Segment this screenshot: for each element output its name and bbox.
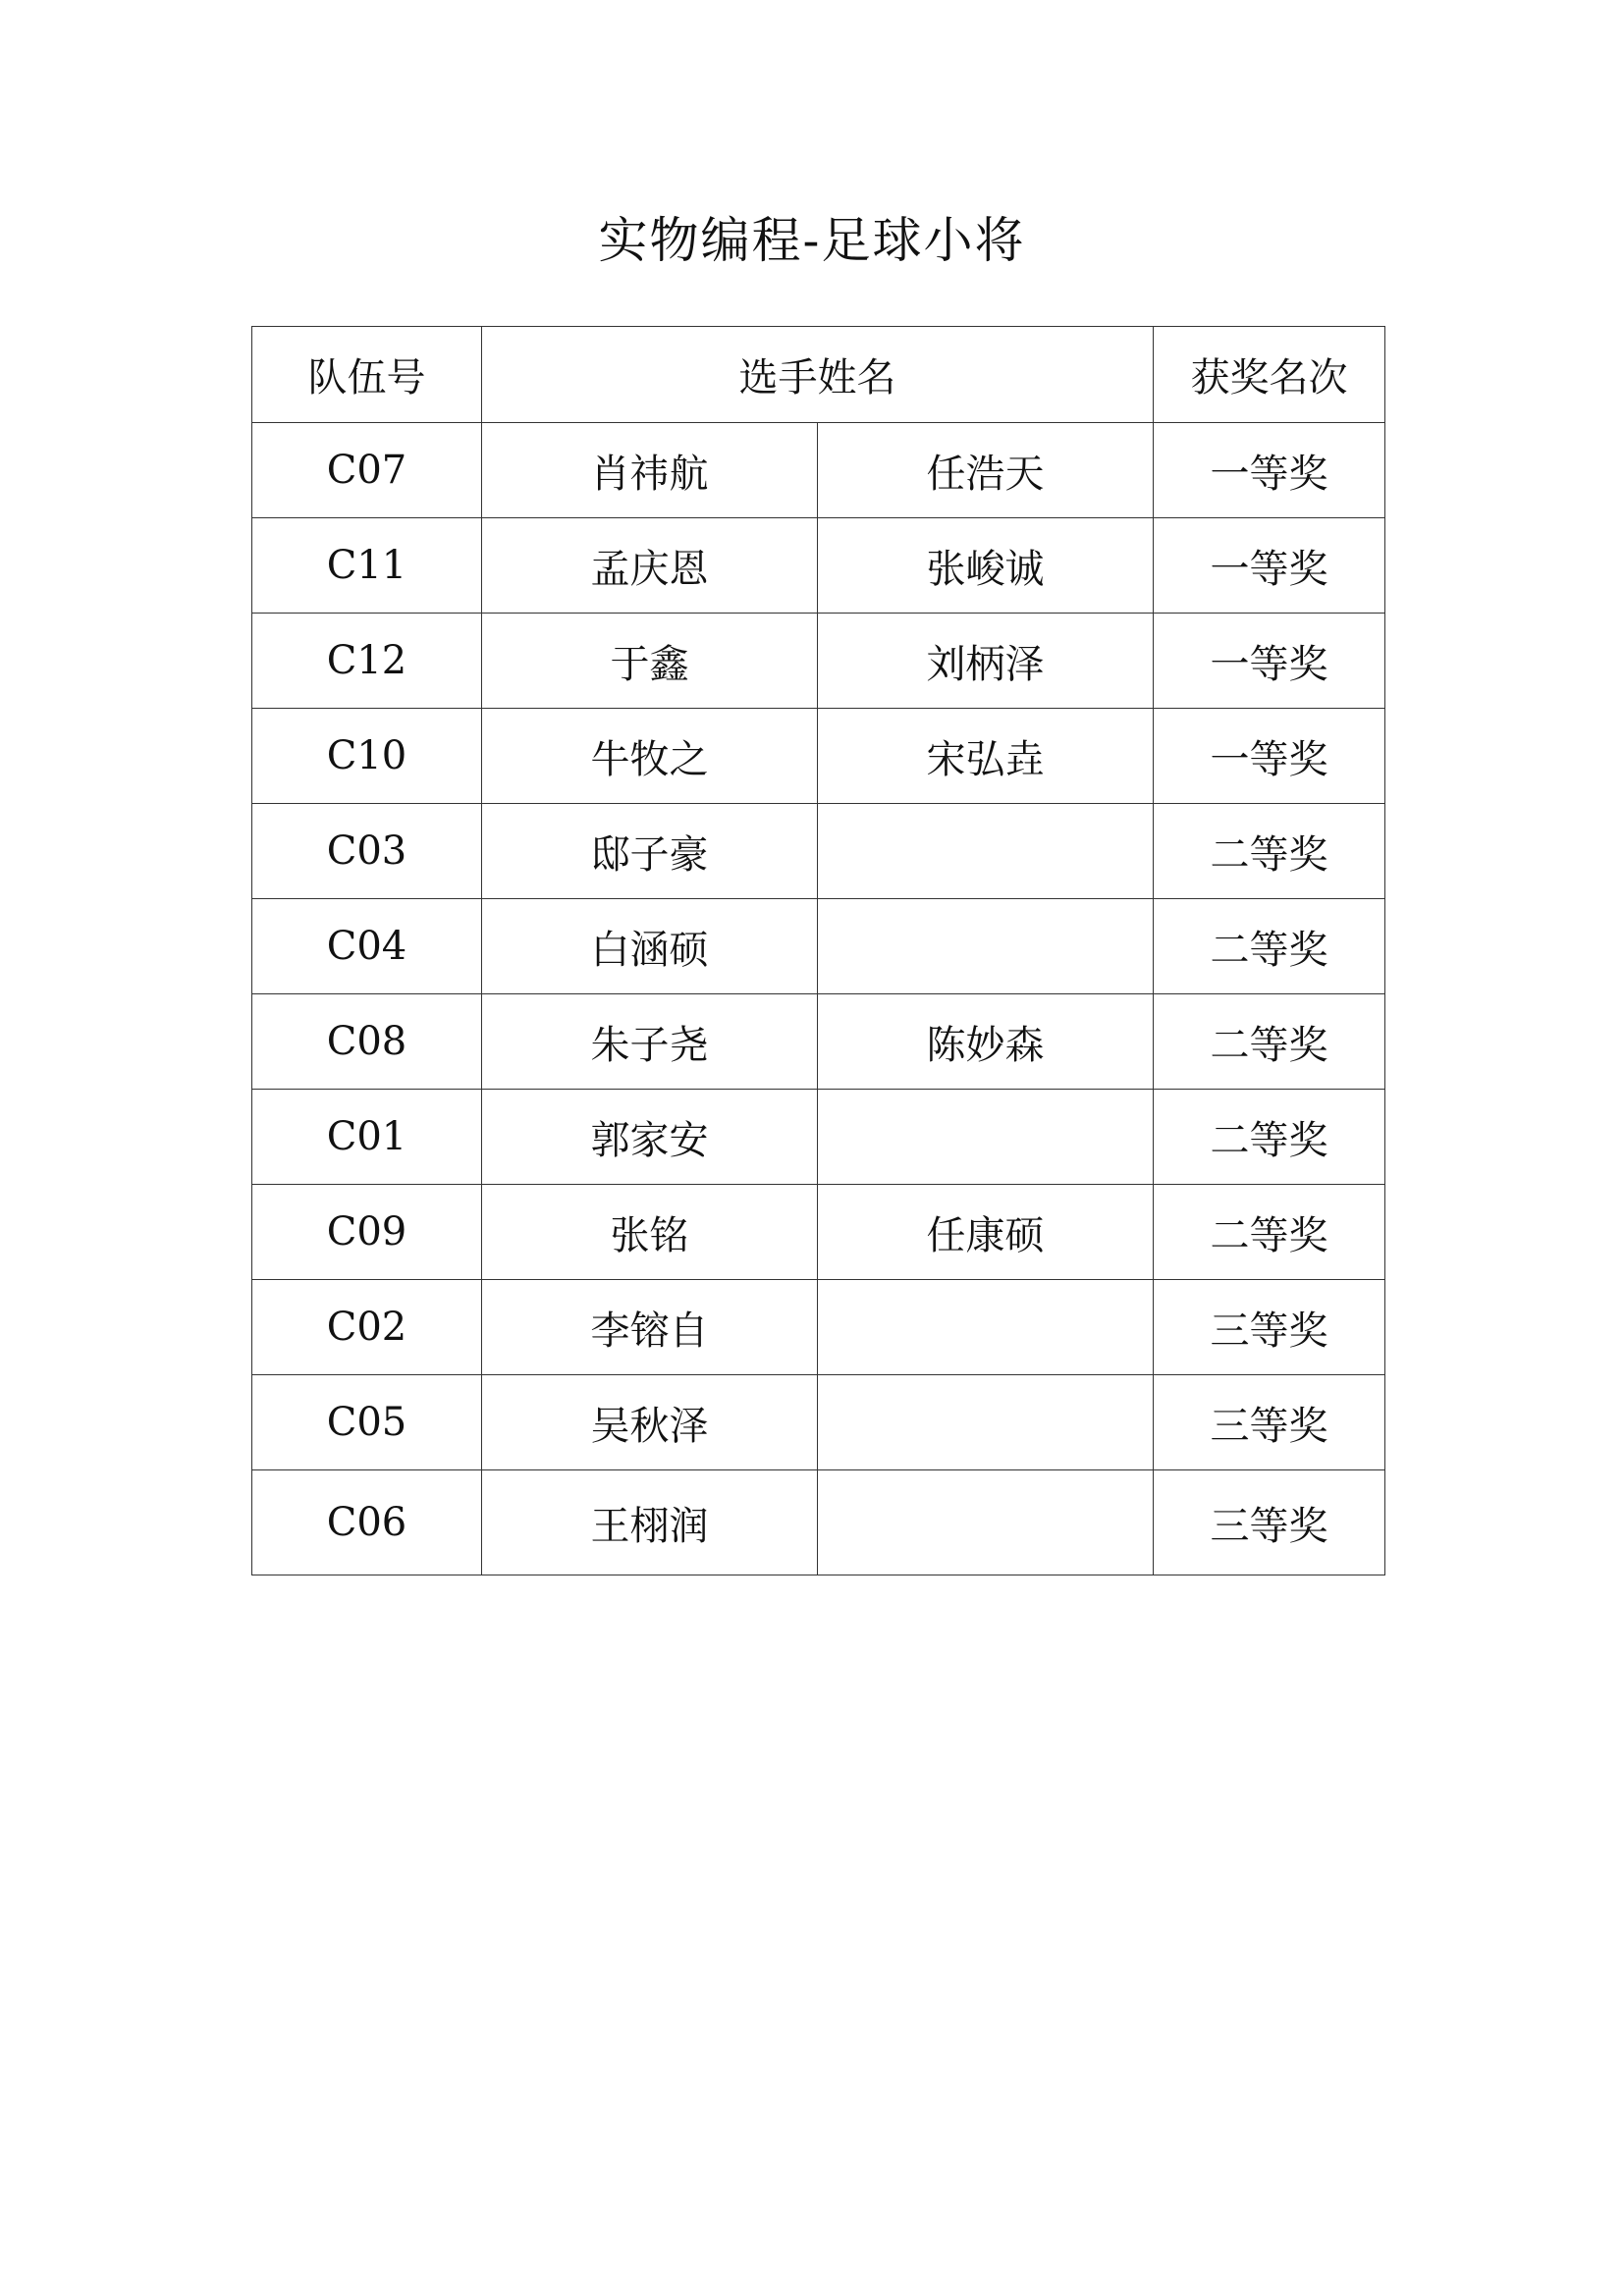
header-award-rank: 获奖名次 — [1154, 327, 1385, 423]
team-cell: C04 — [252, 899, 482, 994]
table-row — [252, 994, 1385, 1090]
team-cell: C11 — [252, 518, 482, 614]
table-header-row — [252, 327, 1385, 423]
team-cell: C05 — [252, 1375, 482, 1470]
award-cell: 一等奖 — [1154, 709, 1385, 804]
award-cell: 一等奖 — [1154, 614, 1385, 709]
award-cell: 一等奖 — [1154, 423, 1385, 518]
player1-cell: 孟庆恩 — [482, 518, 818, 614]
table-row — [252, 1185, 1385, 1280]
player2-cell: 宋弘垚 — [818, 709, 1154, 804]
player1-cell: 王栩润 — [482, 1470, 818, 1575]
page-title: 实物编程-足球小将 — [598, 212, 1026, 269]
award-cell: 三等奖 — [1154, 1280, 1385, 1375]
award-cell: 二等奖 — [1154, 804, 1385, 899]
player2-cell: 张峻诚 — [818, 518, 1154, 614]
player2-cell — [818, 1090, 1154, 1185]
player1-cell: 白涵硕 — [482, 899, 818, 994]
table-row — [252, 1470, 1385, 1575]
award-cell: 二等奖 — [1154, 1090, 1385, 1185]
player2-cell: 任康硕 — [818, 1185, 1154, 1280]
player2-cell: 刘柄泽 — [818, 614, 1154, 709]
table-row — [252, 709, 1385, 804]
table-row — [252, 804, 1385, 899]
player2-cell — [818, 1375, 1154, 1470]
award-cell: 一等奖 — [1154, 518, 1385, 614]
table-row — [252, 1375, 1385, 1470]
player1-cell: 李镕自 — [482, 1280, 818, 1375]
award-cell: 二等奖 — [1154, 1185, 1385, 1280]
award-cell: 二等奖 — [1154, 899, 1385, 994]
award-cell: 三等奖 — [1154, 1470, 1385, 1575]
player1-cell: 牛牧之 — [482, 709, 818, 804]
table-row — [252, 614, 1385, 709]
player1-cell: 邸子豪 — [482, 804, 818, 899]
player2-cell — [818, 1470, 1154, 1575]
player2-cell: 任浩天 — [818, 423, 1154, 518]
team-cell: C06 — [252, 1470, 482, 1575]
award-cell: 二等奖 — [1154, 994, 1385, 1090]
player1-cell: 吴秋泽 — [482, 1375, 818, 1470]
player1-cell: 肖祎航 — [482, 423, 818, 518]
header-player-names: 选手姓名 — [482, 327, 1154, 423]
award-table — [251, 326, 1385, 1575]
team-cell: C12 — [252, 614, 482, 709]
player1-cell: 于鑫 — [482, 614, 818, 709]
table-row — [252, 899, 1385, 994]
player1-cell: 朱子尧 — [482, 994, 818, 1090]
team-cell: C08 — [252, 994, 482, 1090]
player1-cell: 郭家安 — [482, 1090, 818, 1185]
player2-cell: 陈妙森 — [818, 994, 1154, 1090]
team-cell: C03 — [252, 804, 482, 899]
player2-cell — [818, 1280, 1154, 1375]
award-cell: 三等奖 — [1154, 1375, 1385, 1470]
player2-cell — [818, 804, 1154, 899]
table-row — [252, 1090, 1385, 1185]
table-row — [252, 1280, 1385, 1375]
table-row — [252, 518, 1385, 614]
team-cell: C10 — [252, 709, 482, 804]
team-cell: C01 — [252, 1090, 482, 1185]
header-team-no: 队伍号 — [252, 327, 482, 423]
player1-cell: 张铭 — [482, 1185, 818, 1280]
team-cell: C09 — [252, 1185, 482, 1280]
table-row — [252, 423, 1385, 518]
player2-cell — [818, 899, 1154, 994]
team-cell: C02 — [252, 1280, 482, 1375]
team-cell: C07 — [252, 423, 482, 518]
